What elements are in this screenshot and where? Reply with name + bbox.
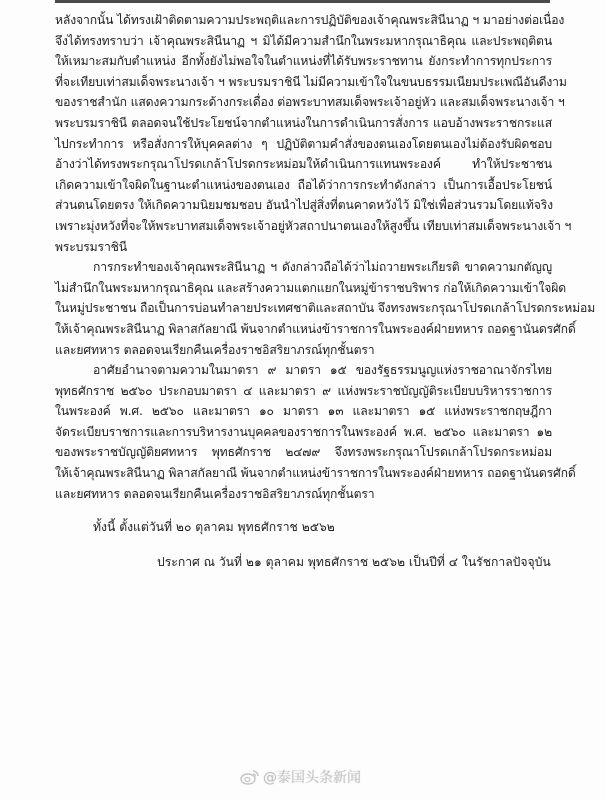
text-line: จึงได้ทรงทราบว่า เจ้าคุณพระสินีนาฏ ฯ มิได้มีความสำนึกในพระมหากรุณาธิคุณ และประพฤติตน (55, 33, 552, 48)
text-line: ของพระราชบัญญัติยศทหาร พุทธศักราช ๒๔๗๙ จึงทรงพระกรุณาโปรดเกล้าโปรดกระหม่อม (55, 445, 552, 460)
top-border-rule (55, 0, 550, 3)
paragraph-consequence (55, 257, 596, 360)
text-line: ที่จะเทียบเท่าสมเด็จพระนางเจ้า ฯ พระบรมราชินี ไม่มีความเข้าใจในขนบธรรมเนียมประเพณีอันดีงาม (55, 74, 567, 89)
text-line: ไปกระทำการ หรือสั่งการให้บุคคลต่าง ๆ ปฏิบัติตามคำสั่งของตนเองโดยตนเองไม่ต้องรับผิดชอบ (55, 136, 552, 151)
text-line: จัดระเบียบราชการและการบริหารงานบุคคลของราชการในพระองค์ พ.ศ. ๒๕๖๐ และมาตรา ๑๒ (55, 424, 552, 439)
text-line: หลังจากนั้น ได้ทรงเฝ้าติดตามความประพฤติและการปฏิบัติของเจ้าคุณพระสินีนาฏ ฯ มาอย่างต่อเนื่อง (55, 13, 565, 27)
text-line: ให้เจ้าคุณพระสินีนาฏ พิลาสกัลยาณี พ้นจากตำแหน่งข้าราชการในพระองค์ฝ่ายทหาร ถอดฐานันดรศักดิ์ (55, 466, 576, 481)
weibo-logo-icon (240, 768, 260, 786)
text-line: ให้เหมาะสมกับตำแหน่ง อีกทั้งยังไม่พอใจในตำแหน่งที่ได้รับพระราชทาน ยังกระทำการทุกประการ (55, 54, 552, 69)
text-line: เกิดความเข้าใจผิดในฐานะตำแหน่งของตนเอง ถือได้ว่าการกระทำดังกล่าว เป็นการเอื้อประโยชน์ (55, 177, 552, 192)
watermark-text: @泰国头条新闻 (263, 770, 361, 786)
text-line: ในพระองค์ พ.ศ. ๒๕๖๐ และมาตรา ๑๐ มาตรา ๑๓ และมาตรา ๑๕ แห่งพระราชกฤษฎีกา (55, 404, 552, 419)
weibo-watermark (240, 764, 361, 790)
text-line: การกระทำของเจ้าคุณพระสินีนาฏ ฯ ดังกล่าวถือได้ว่าไม่ถวายพระเกียรติ ขาดความกตัญญู (93, 260, 552, 275)
document-body (55, 10, 596, 504)
text-line: ในหมู่ประชาชน ถือเป็นการบ่อนทำลายประเทศชาติและสถาบัน จึงทรงพระกรุณาโปรดเกล้าโปรดกระหม่อม (55, 301, 596, 316)
paragraph-misconduct (55, 10, 572, 257)
text-line: พระบรมราชินี ตลอดจนใช้ประโยชน์จากตำแหน่งในการดำเนินการสั่งการ แอบอ้างพระราชกระแส (55, 115, 552, 130)
text-line: อาศัยอำนาจตามความในมาตรา ๙ มาตรา ๑๕ ของรัฐธรรมนูญแห่งราชอาณาจักรไทย (93, 363, 552, 378)
paragraph-legal-authority (55, 360, 576, 504)
text-line: ส่วนตนโดยตรง ให้เกิดความนิยมชมชอบ อันนำไปสู่สิ่งที่ตนคาดหวังไว้ มิใช่เพื่อส่วนรวมโดยแท้จริง (55, 198, 553, 213)
text-line: พระบรมราชินี (55, 239, 127, 254)
text-line: และยศทหาร ตลอดจนเรียกคืนเครื่องราชอิสริยาภรณ์ทุกชั้นตรา (55, 342, 375, 357)
effective-date-line: ทั้งนี้ ตั้งแต่วันที่ ๒๐ ตุลาคม พุทธศักราช ๒๕๖๒ (93, 520, 335, 534)
text-line: ไม่สำนึกในพระมหากรุณาธิคุณ และสร้างความแตกแยกในหมู่ข้าราชบริพาร ก่อให้เกิดความเข้าใจผิด (55, 280, 566, 295)
text-line: เพราะมุ่งหวังที่จะให้พระบาทสมเด็จพระเจ้าอยู่หัวสถาปนาตนเองให้สูงขึ้น เทียบเท่าสมเด็จพระนางเจ้า ฯ (55, 218, 572, 233)
text-line: ของราชสำนัก แสดงความกระด้างกระเดื่อง ต่อพระบาทสมเด็จพระเจ้าอยู่หัว และสมเด็จพระนางเจ้า ฯ (55, 95, 565, 110)
text-line: ให้เจ้าคุณพระสินีนาฏ พิลาสกัลยาณี พ้นจากตำแหน่งข้าราชการในพระองค์ฝ่ายทหาร ถอดฐานันดรศักดิ์ (55, 321, 576, 336)
text-line: และยศทหาร ตลอดจนเรียกคืนเครื่องราชอิสริยาภรณ์ทุกชั้นตรา (55, 486, 375, 501)
announcement-date-line: ประกาศ ณ วันที่ ๒๑ ตุลาคม พุทธศักราช ๒๕๖๒ เป็นปีที่ ๔ ในรัชกาลปัจจุบัน (157, 555, 551, 569)
text-line: พุทธศักราช ๒๕๖๐ ประกอบมาตรา ๔ และมาตรา ๙ แห่งพระราชบัญญัติระเบียบบริหารราชการ (55, 383, 552, 398)
text-line: อ้างว่าได้ทรงพระกรุณาโปรดเกล้าโปรดกระหม่อมให้ดำเนินการแทนพระองค์ ทำให้ประชาชน (55, 157, 552, 172)
